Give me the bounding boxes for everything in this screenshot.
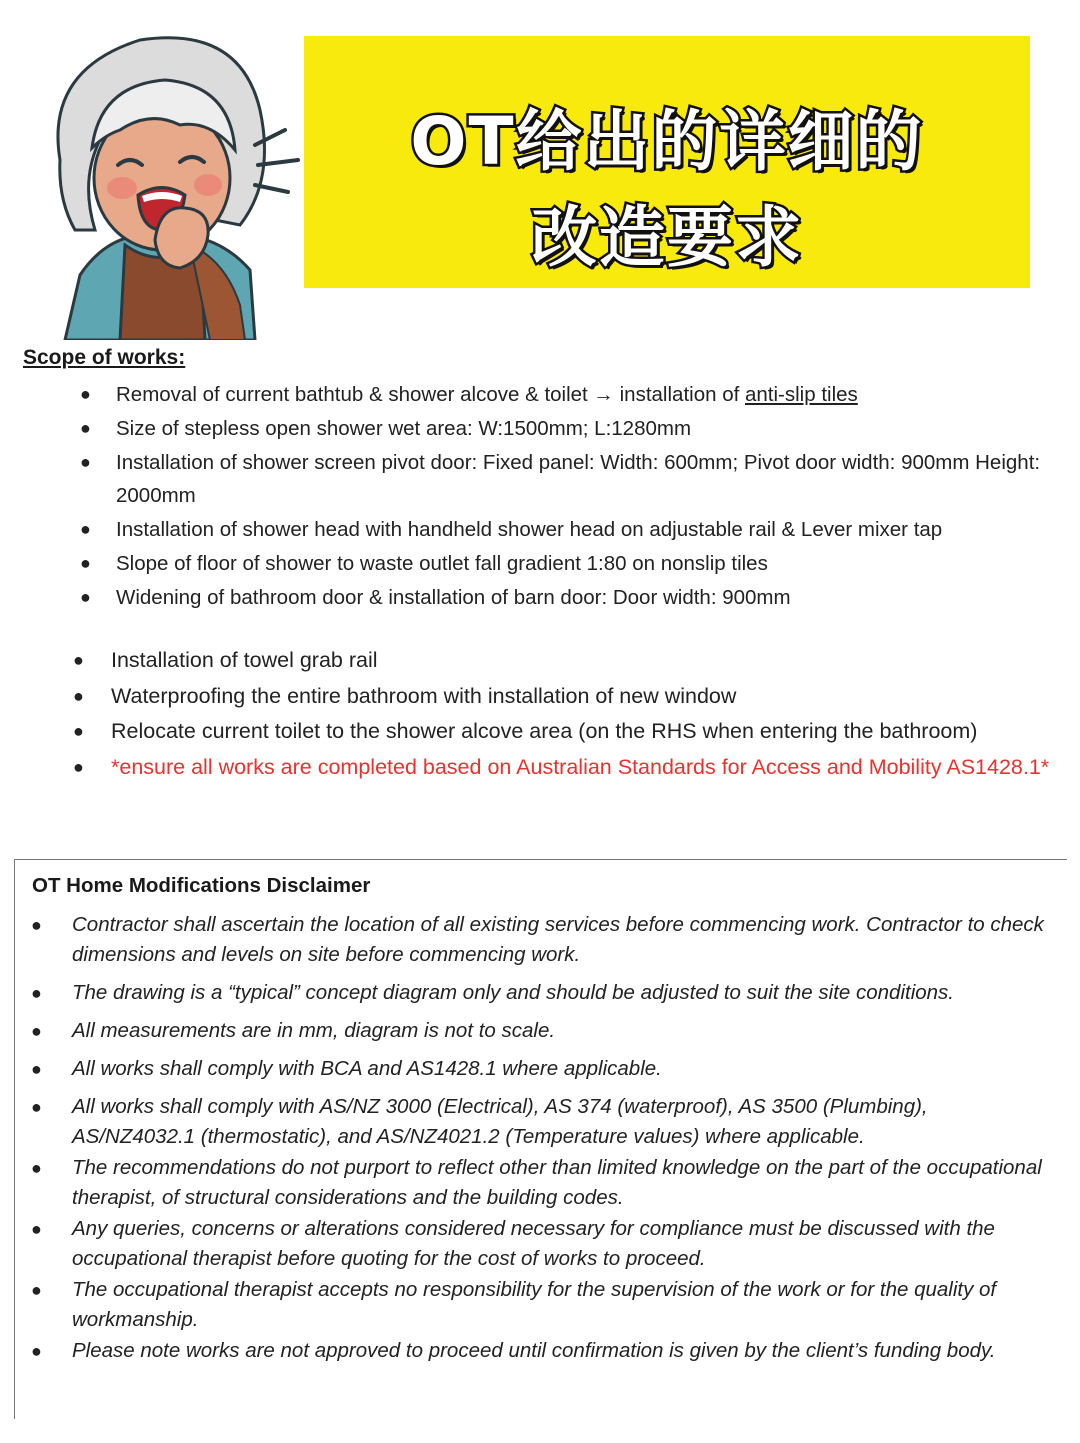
scope-list-continued: [0, 643, 1080, 785]
grandmother-illustration: [40, 30, 310, 340]
bullet-icon: ●: [31, 1158, 42, 1178]
bullet-icon: ●: [31, 1021, 42, 1041]
list-item-text: Size of stepless open shower wet area: W:1500mm; L:1280mm: [116, 417, 692, 440]
list-item: [15, 1153, 1065, 1213]
bullet-icon: ●: [80, 553, 91, 573]
scope-list: [0, 378, 1080, 615]
list-item: [0, 446, 1080, 512]
bullet-icon: ●: [73, 685, 84, 706]
bullet-icon: ●: [31, 1280, 42, 1300]
list-item-text: The drawing is a “typical” concept diagram only and should be adjusted to suit the site conditions.: [72, 981, 955, 1004]
list-item-text: Waterproofing the entire bathroom with installation of new window: [111, 683, 737, 708]
bullet-icon: ●: [73, 756, 84, 777]
banner-title: [304, 94, 1030, 286]
list-item-text: Relocate current toilet to the shower alcove area (on the RHS when entering the bathroom): [111, 719, 978, 743]
banner-title-line-1: OT给出的详细的: [410, 103, 924, 180]
list-item-text: Please note works are not approved to proceed until confirmation is given by the client’s funding body.: [72, 1339, 996, 1362]
bullet-icon: ●: [80, 418, 91, 438]
list-item: [0, 513, 1080, 546]
list-item: [15, 1336, 1065, 1366]
disclaimer-list: [15, 910, 1065, 1367]
list-item: [15, 910, 1065, 970]
bullet-icon: ●: [73, 721, 84, 741]
bullet-icon: ●: [31, 1097, 42, 1117]
list-item-text: All measurements are in mm, diagram is not to scale.: [72, 1019, 556, 1042]
list-item-text: The occupational therapist accepts no responsibility for the supervision of the work or for the quality of workmanship.: [72, 1278, 997, 1331]
list-item: [0, 547, 1080, 580]
list-item: [0, 679, 1080, 715]
bullet-icon: ●: [31, 1219, 42, 1239]
list-item-text: Any queries, concerns or alterations considered necessary for compliance must be discussed with the occupational therapist before quoting for the cost of works to proceed.: [72, 1217, 995, 1270]
bullet-icon: ●: [73, 650, 84, 670]
bullet-icon: ●: [80, 452, 91, 472]
list-item-text: The recommendations do not purport to reflect other than limited knowledge on the part of the occupational therapist, of structural considerations and the building codes.: [72, 1156, 1042, 1209]
list-item: [0, 714, 1080, 750]
standards-note-text: *ensure all works are completed based on Australian Standards for Access and Mobility AS1428.1*: [111, 754, 1050, 779]
bullet-icon: ●: [31, 915, 42, 935]
list-item-text: All works shall comply with AS/NZ 3000 (Electrical), AS 374 (waterproof), AS 3500 (Plumbing), AS/NZ4032.1 (thermostatic), and AS/NZ4021.2 (Temperature values) where applicable.: [72, 1095, 928, 1148]
anti-slip-tiles-link: anti-slip tiles: [744, 383, 858, 406]
list-item: [15, 1214, 1065, 1274]
list-item: [15, 1016, 1065, 1046]
list-item: [15, 1092, 1065, 1152]
list-item-text: Slope of floor of shower to waste outlet fall gradient 1:80 on nonslip tiles: [116, 552, 768, 575]
bullet-icon: ●: [31, 1059, 42, 1079]
list-item-text: Widening of bathroom door & installation of barn door: Door width: 900mm: [116, 586, 791, 609]
disclaimer-title: OT Home Modifications Disclaimer: [32, 874, 371, 897]
bullet-icon: ●: [80, 587, 91, 607]
list-item: [0, 581, 1080, 614]
list-item-text: Removal of current bathtub & shower alcove & toilet → installation of: [116, 383, 745, 406]
banner-title-line-2: 改造要求: [531, 199, 803, 276]
scope-title: Scope of works:: [23, 346, 186, 369]
list-item-text: All works shall comply with BCA and AS1428.1 where applicable.: [72, 1057, 662, 1080]
bullet-icon: ●: [31, 1341, 42, 1361]
bullet-icon: ●: [31, 983, 42, 1003]
list-item-text: Installation of shower screen pivot door: Fixed panel: Width: 600mm; Pivot door width: 900mm Height: 2000mm: [116, 451, 1041, 507]
bullet-icon: ●: [80, 519, 91, 539]
list-item: [0, 378, 1080, 411]
disclaimer-box: [14, 859, 1067, 1419]
list-item: [0, 412, 1080, 445]
standards-note: [0, 750, 1080, 786]
list-item-text: Installation of towel grab rail: [111, 648, 378, 672]
title-banner: [304, 36, 1030, 288]
list-item: [15, 978, 1065, 1008]
bullet-icon: ●: [80, 384, 91, 404]
list-item: [15, 1054, 1065, 1084]
list-item: [15, 1275, 1065, 1335]
list-item: [0, 643, 1080, 679]
list-item-text: Installation of shower head with handheld shower head on adjustable rail & Lever mixer tap: [116, 518, 943, 541]
laughing-grandmother-icon: [40, 30, 310, 340]
list-item-text: Contractor shall ascertain the location of all existing services before commencing work. Contractor to check dimensions and levels on site before commencing work.: [72, 913, 1044, 966]
